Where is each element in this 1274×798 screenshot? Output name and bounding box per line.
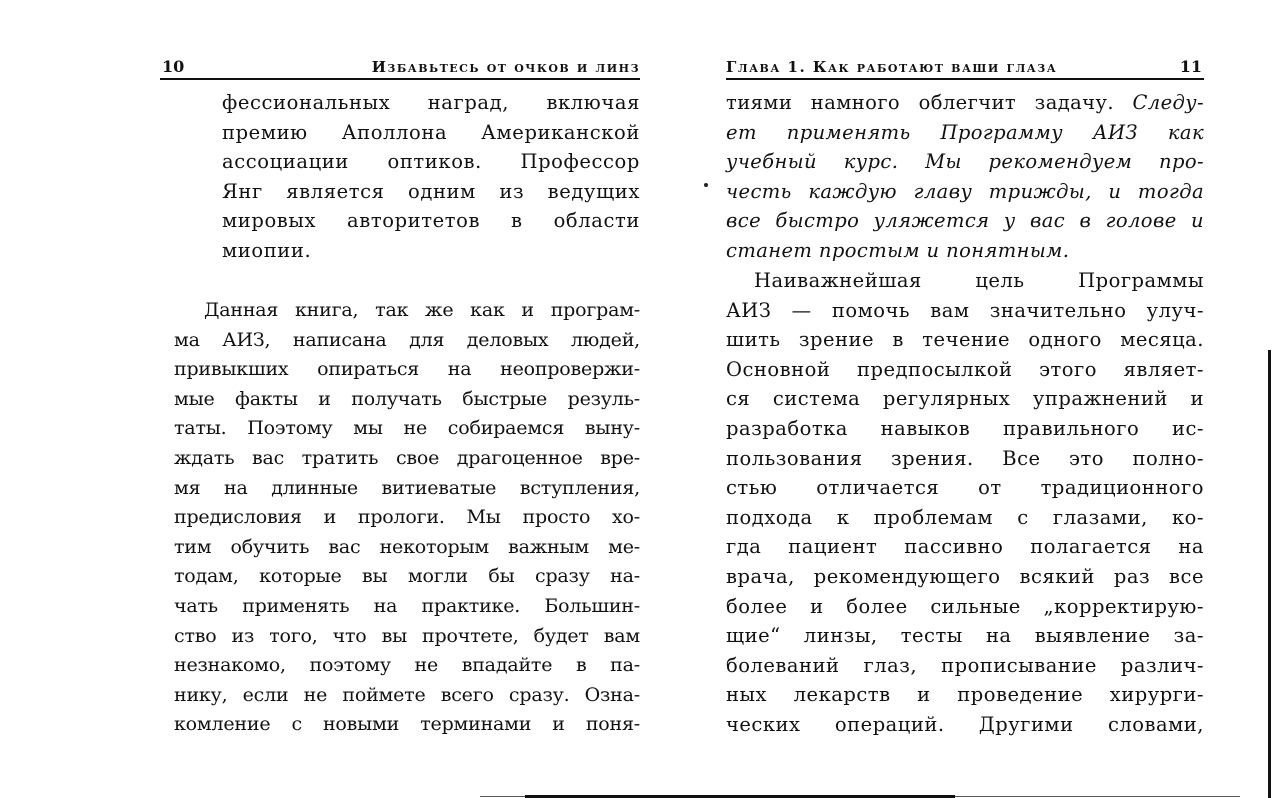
text-line: пользования зрения. Все это полно- (726, 446, 1204, 470)
scan-edge-line (1268, 350, 1271, 798)
text-line: миопии. (222, 238, 312, 262)
italic-text-line: все быстро уляжется у вас в голове и (726, 209, 1204, 233)
plain-text: тиями намного облегчит задачу. (726, 91, 1133, 114)
body-paragraph (726, 266, 1204, 740)
text-line: комление с новыми терминами и поня- (174, 713, 640, 736)
right-page (726, 0, 1204, 798)
text-line: стью отличается от традиционного (726, 476, 1204, 500)
text-line: ческих операций. Другими словами, (726, 712, 1204, 736)
text-line: Основной предпосылкой этого являет- (726, 357, 1204, 381)
running-head-left (160, 56, 640, 80)
text-line: тим обучить вас некоторым важным ме- (174, 535, 640, 558)
text-line: врача, рекомендующего всякий раз все (726, 564, 1204, 588)
text-line: ство из того, что вы прочтете, будет вам (174, 624, 640, 647)
text-line: гда пациент пассивно полагается на (726, 535, 1204, 559)
author-bio (222, 88, 640, 266)
text-line: подхода к проблемам с глазами, ко- (726, 505, 1204, 529)
continued-paragraph (726, 88, 1204, 266)
text-line: шить зрение в течение одного месяца. (726, 328, 1204, 352)
page-number: 11 (1179, 57, 1202, 76)
text-line: предисловия и прологи. Мы просто хо- (174, 506, 640, 529)
text-line: ма АИЗ, написана для деловых людей, (174, 328, 640, 351)
text-line: фессиональных наград, включая (222, 91, 640, 114)
running-title: Глава 1. Как работают ваши глаза (726, 58, 1058, 76)
text-line: ся система регулярных упражнений и (726, 387, 1204, 411)
text-line: премию Аполлона Американской (222, 120, 640, 144)
italic-text-line: станет простым и понятным. (726, 238, 1070, 262)
text-line: незнакомо, поэтому не впадайте в па- (174, 654, 640, 677)
text-line: привыкших опираться на неопровержи- (174, 358, 640, 381)
text-line: Данная книга, так же как и програм- (204, 299, 640, 321)
text-line: таты. Поэтому мы не собираемся выну- (174, 417, 640, 440)
body-paragraph (174, 296, 640, 740)
italic-text-line: честь каждую главу трижды, и тогда (726, 179, 1204, 203)
text-line: мировых авторитетов в области (222, 209, 640, 233)
text-line: ждать вас тратить свое драгоценное вре- (174, 446, 640, 469)
text-line: разработка навыков правильного ис- (726, 416, 1204, 440)
text-line: ассоциации оптиков. Профессор (222, 150, 640, 174)
text-line: мя на длинные витиеватые вступления, (174, 476, 640, 499)
text-line: АИЗ — помочь вам значительно улуч- (726, 298, 1204, 322)
text-line: Янг является одним из ведущих (222, 179, 640, 203)
scan-speck (704, 183, 708, 187)
text-line: щие“ линзы, тесты на выявление за- (726, 624, 1204, 648)
text-line: чать применять на практике. Большин- (174, 594, 640, 617)
running-title: Избавьтесь от очков и линз (371, 58, 640, 76)
italic-text-line: ет применять Программу АИЗ как (726, 120, 1204, 144)
text-line: более и более сильные „корректирую- (726, 594, 1204, 618)
text-line: болеваний глаз, прописывание различ- (726, 653, 1204, 677)
page-number: 10 (162, 57, 185, 76)
italic-text-line: учебный курс. Мы рекомендуем про- (726, 150, 1204, 174)
text-line: нику, если не поймете всего сразу. Озна- (174, 683, 640, 706)
italic-text: Следу- (1132, 91, 1204, 114)
text-line: ных лекарств и проведение хирурги- (726, 683, 1204, 707)
text-line: Наиважнейшая цель Программы (754, 269, 1204, 292)
text-line (726, 88, 1204, 118)
left-page (160, 0, 640, 798)
running-head-right (726, 56, 1204, 80)
text-line: тодам, которые вы могли бы сразу на- (174, 565, 640, 588)
text-line: мые факты и получать быстрые резуль- (174, 387, 640, 410)
